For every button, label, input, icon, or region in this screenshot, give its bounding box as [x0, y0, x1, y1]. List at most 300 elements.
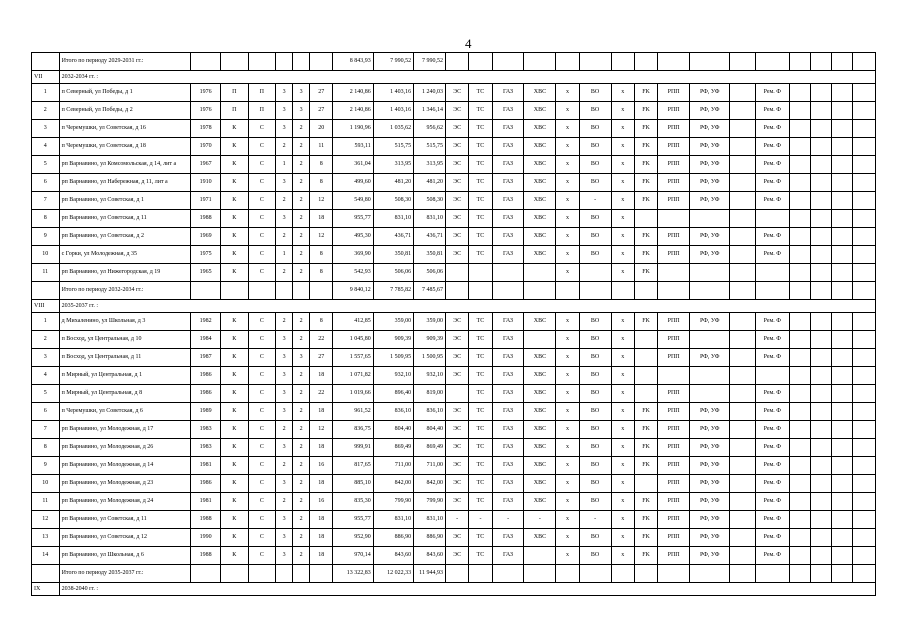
table-cell: ГАЗ — [492, 138, 524, 156]
table-cell: 3 — [276, 84, 293, 102]
table-cell — [611, 565, 634, 583]
table-cell — [755, 282, 789, 300]
table-row — [32, 264, 876, 282]
table-cell: 5 — [32, 385, 60, 403]
table-cell — [310, 565, 333, 583]
table-cell: ГАЗ — [492, 349, 524, 367]
table-cell: РФ, УФ — [690, 313, 730, 331]
table-cell: х — [611, 156, 634, 174]
table-cell — [853, 385, 876, 403]
table-cell: ГАЗ — [492, 192, 524, 210]
total-row — [32, 53, 876, 71]
table-cell — [276, 53, 293, 71]
table-cell: FK — [634, 529, 657, 547]
table-cell: РПП — [658, 493, 690, 511]
table-cell: ТС — [469, 84, 492, 102]
table-cell: FK — [634, 264, 657, 282]
table-cell — [811, 493, 832, 511]
table-cell: ТС — [469, 349, 492, 367]
table-cell: К — [220, 264, 248, 282]
table-cell — [730, 102, 755, 120]
table-cell: 896,40 — [373, 385, 413, 403]
table-cell — [811, 53, 832, 71]
table-cell: 1986 — [191, 385, 221, 403]
table-cell — [611, 282, 634, 300]
table-cell: ВО — [579, 403, 611, 421]
table-cell — [730, 246, 755, 264]
table-cell: ГАЗ — [492, 529, 524, 547]
table-cell: 2 — [276, 421, 293, 439]
table-cell: х — [556, 264, 579, 282]
table-cell: С — [248, 457, 276, 475]
table-cell: 3 — [276, 331, 293, 349]
table-cell: х — [611, 138, 634, 156]
table-cell: 11 — [32, 493, 60, 511]
table-cell — [811, 367, 832, 385]
table-cell: ГАЗ — [492, 385, 524, 403]
table-cell — [853, 120, 876, 138]
table-cell — [832, 228, 853, 246]
table-cell: С — [248, 367, 276, 385]
table-cell: Рем. Ф — [755, 156, 789, 174]
table-cell: ГАЗ — [492, 493, 524, 511]
table-row — [32, 475, 876, 493]
table-cell — [730, 457, 755, 475]
table-cell: ВО — [579, 349, 611, 367]
table-cell: 932,10 — [373, 367, 413, 385]
table-cell: FK — [634, 156, 657, 174]
table-cell: С — [248, 475, 276, 493]
table-cell: ЭС — [445, 529, 468, 547]
table-cell: С — [248, 529, 276, 547]
table-cell: 481,20 — [373, 174, 413, 192]
table-cell: ЭС — [445, 156, 468, 174]
table-cell — [634, 367, 657, 385]
table-cell: 817,65 — [333, 457, 373, 475]
table-cell: х — [611, 174, 634, 192]
table-cell — [832, 439, 853, 457]
table-cell: 3 — [276, 439, 293, 457]
table-cell: рп Варнавино, ул Молодежная, д 14 — [59, 457, 191, 475]
table-cell — [832, 120, 853, 138]
table-cell: ХВС — [524, 421, 556, 439]
table-cell: РФ, УФ — [690, 421, 730, 439]
table-cell: 1 035,62 — [373, 120, 413, 138]
table-cell: К — [220, 210, 248, 228]
table-cell: 369,90 — [333, 246, 373, 264]
table-cell: х — [611, 421, 634, 439]
table-cell: ТС — [469, 313, 492, 331]
table-cell: 831,10 — [414, 511, 446, 529]
table-cell: 804,40 — [373, 421, 413, 439]
table-cell: 2 — [293, 264, 310, 282]
table-cell — [811, 349, 832, 367]
table-cell — [789, 439, 810, 457]
table-cell: РПП — [658, 385, 690, 403]
table-cell: ЭС — [445, 421, 468, 439]
table-cell: ВО — [579, 547, 611, 565]
table-cell — [248, 565, 276, 583]
table-cell: х — [556, 385, 579, 403]
table-cell: 12 022,33 — [373, 565, 413, 583]
table-cell: ЭС — [445, 210, 468, 228]
table-cell: х — [556, 475, 579, 493]
table-cell — [832, 457, 853, 475]
table-cell: ТС — [469, 228, 492, 246]
table-cell: 1 190,96 — [333, 120, 373, 138]
table-cell — [634, 331, 657, 349]
table-cell: х — [611, 547, 634, 565]
table-cell — [789, 228, 810, 246]
table-cell — [191, 565, 221, 583]
table-cell: 506,06 — [414, 264, 446, 282]
table-cell: ЭС — [445, 228, 468, 246]
table-cell: РПП — [658, 174, 690, 192]
table-cell — [832, 53, 853, 71]
table-cell — [789, 529, 810, 547]
table-cell: 12 — [310, 421, 333, 439]
table-cell: С — [248, 264, 276, 282]
table-cell: 2 — [276, 228, 293, 246]
table-cell: FK — [634, 439, 657, 457]
table-cell: 835,30 — [333, 493, 373, 511]
table-cell: 955,77 — [333, 511, 373, 529]
table-cell — [789, 511, 810, 529]
table-cell: FK — [634, 313, 657, 331]
table-cell — [811, 282, 832, 300]
table-cell — [789, 403, 810, 421]
table-cell: 909,39 — [373, 331, 413, 349]
table-cell: ВО — [579, 228, 611, 246]
table-cell: 2 — [276, 313, 293, 331]
table-cell: Рем. Ф — [755, 511, 789, 529]
table-row — [32, 331, 876, 349]
table-cell — [811, 102, 832, 120]
table-cell: 1983 — [191, 439, 221, 457]
table-cell — [730, 367, 755, 385]
table-cell — [579, 264, 611, 282]
table-cell: п Мирный, ул Центральная, д 1 — [59, 367, 191, 385]
table-cell — [853, 439, 876, 457]
table-cell: ТС — [469, 475, 492, 493]
table-cell — [755, 367, 789, 385]
table-cell — [730, 282, 755, 300]
table-cell: п Северный, ул Победы, д 2 — [59, 102, 191, 120]
table-cell: ХВС — [524, 385, 556, 403]
table-cell: FK — [634, 120, 657, 138]
table-cell — [730, 174, 755, 192]
table-cell — [832, 529, 853, 547]
table-cell — [32, 565, 60, 583]
table-cell: х — [556, 457, 579, 475]
table-cell: ВО — [579, 457, 611, 475]
table-cell: 2 — [293, 228, 310, 246]
table-cell: ЭС — [445, 84, 468, 102]
table-cell: 13 — [32, 529, 60, 547]
table-cell: 9 840,12 — [333, 282, 373, 300]
table-cell: 27 — [310, 102, 333, 120]
table-cell: ГАЗ — [492, 120, 524, 138]
table-cell — [832, 367, 853, 385]
table-cell — [634, 53, 657, 71]
table-cell: 8 — [310, 246, 333, 264]
table-cell: ТС — [469, 156, 492, 174]
table-cell: 961,52 — [333, 403, 373, 421]
table-cell: х — [611, 120, 634, 138]
table-cell: FK — [634, 102, 657, 120]
table-cell — [811, 439, 832, 457]
table-cell: РПП — [658, 102, 690, 120]
table-cell: х — [556, 192, 579, 210]
table-cell: рп Варнавино, ул Молодежная, д 26 — [59, 439, 191, 457]
table-cell: К — [220, 457, 248, 475]
table-cell: Рем. Ф — [755, 547, 789, 565]
table-cell: ТС — [469, 192, 492, 210]
table-cell: 5 — [32, 156, 60, 174]
table-cell: 495,30 — [333, 228, 373, 246]
table-cell: 2 — [276, 493, 293, 511]
table-cell: FK — [634, 138, 657, 156]
table-cell — [853, 511, 876, 529]
table-cell — [634, 475, 657, 493]
table-cell: ЭС — [445, 313, 468, 331]
table-cell: 436,71 — [414, 228, 446, 246]
table-cell: п Восход, ул Центральная, д 10 — [59, 331, 191, 349]
table-cell — [524, 282, 556, 300]
table-cell: п Черемушки, ул Советская, д 18 — [59, 138, 191, 156]
table-cell: 9 — [32, 457, 60, 475]
table-cell: Рем. Ф — [755, 313, 789, 331]
table-cell: ХВС — [524, 120, 556, 138]
table-cell — [524, 547, 556, 565]
table-cell: 1981 — [191, 493, 221, 511]
table-cell — [634, 282, 657, 300]
table-cell — [832, 493, 853, 511]
table-cell: Рем. Ф — [755, 385, 789, 403]
table-cell: 1 509,95 — [373, 349, 413, 367]
table-cell: ТС — [469, 102, 492, 120]
table-cell: 16 — [310, 493, 333, 511]
table-cell: 2 — [293, 120, 310, 138]
table-cell: ГАЗ — [492, 439, 524, 457]
table-cell: РФ, УФ — [690, 475, 730, 493]
page-number: 4 — [465, 36, 472, 51]
table-cell — [579, 565, 611, 583]
table-cell: 831,10 — [414, 210, 446, 228]
table-cell — [789, 457, 810, 475]
table-cell: FK — [634, 228, 657, 246]
table-cell: ТС — [469, 439, 492, 457]
table-cell: ХВС — [524, 367, 556, 385]
table-cell: д Михаленино, ул Школьная, д 3 — [59, 313, 191, 331]
table-cell: Рем. Ф — [755, 102, 789, 120]
table-cell: 12 — [32, 511, 60, 529]
table-cell — [730, 349, 755, 367]
table-cell: 3 — [276, 547, 293, 565]
table-cell: П — [220, 102, 248, 120]
table-cell — [730, 210, 755, 228]
table-cell: Итого по периоду 2029-2031 гг.: — [59, 53, 191, 71]
table-row — [32, 192, 876, 210]
table-cell — [789, 493, 810, 511]
table-cell: 6 — [32, 174, 60, 192]
table-cell: 932,10 — [414, 367, 446, 385]
table-cell: 711,00 — [373, 457, 413, 475]
table-cell: 1981 — [191, 457, 221, 475]
table-cell: РФ, УФ — [690, 120, 730, 138]
table-cell: 508,30 — [373, 192, 413, 210]
table-cell: х — [611, 84, 634, 102]
table-cell: ТС — [469, 421, 492, 439]
table-cell: С — [248, 511, 276, 529]
table-cell: х — [556, 174, 579, 192]
table-cell: 1984 — [191, 331, 221, 349]
table-cell — [658, 367, 690, 385]
table-cell — [789, 102, 810, 120]
table-cell: рп Варнавино, ул Комсомольская, д 14, лит а — [59, 156, 191, 174]
table-cell: ГАЗ — [492, 403, 524, 421]
table-cell: 2 — [293, 493, 310, 511]
table-cell — [220, 53, 248, 71]
table-cell: х — [556, 120, 579, 138]
table-cell: Рем. Ф — [755, 331, 789, 349]
table-cell: 436,71 — [373, 228, 413, 246]
table-cell: 8 — [310, 264, 333, 282]
table-cell — [853, 102, 876, 120]
table-cell: ХВС — [524, 174, 556, 192]
table-cell: 3 — [276, 511, 293, 529]
table-cell: 2 — [293, 156, 310, 174]
table-cell: ГАЗ — [492, 84, 524, 102]
table-cell: 18 — [310, 403, 333, 421]
table-cell — [853, 228, 876, 246]
table-cell: РПП — [658, 228, 690, 246]
table-row — [32, 210, 876, 228]
table-cell: FK — [634, 84, 657, 102]
table-cell: х — [556, 313, 579, 331]
table-cell: 313,95 — [414, 156, 446, 174]
table-cell: 2 — [276, 457, 293, 475]
table-cell: ХВС — [524, 210, 556, 228]
table-cell: РФ, УФ — [690, 493, 730, 511]
table-cell: FK — [634, 511, 657, 529]
table-cell — [853, 349, 876, 367]
table-cell — [811, 246, 832, 264]
table-cell: К — [220, 174, 248, 192]
table-cell: ГАЗ — [492, 210, 524, 228]
table-cell: РФ, УФ — [690, 349, 730, 367]
table-cell: ВО — [579, 246, 611, 264]
table-cell: 2 140,86 — [333, 102, 373, 120]
table-cell — [832, 102, 853, 120]
table-cell — [789, 547, 810, 565]
table-cell: рп Варнавино, ул Советская, д 1 — [59, 192, 191, 210]
table-cell: С — [248, 138, 276, 156]
table-cell: х — [556, 439, 579, 457]
table-cell — [469, 53, 492, 71]
table-cell: 1976 — [191, 102, 221, 120]
table-cell: х — [556, 138, 579, 156]
table-cell: 1983 — [191, 421, 221, 439]
table-cell: ЭС — [445, 493, 468, 511]
table-cell: ХВС — [524, 439, 556, 457]
table-cell: х — [611, 439, 634, 457]
table-cell: 2 — [293, 421, 310, 439]
table-cell: ХВС — [524, 475, 556, 493]
table-cell: 18 — [310, 547, 333, 565]
table-cell — [853, 403, 876, 421]
table-cell: 1990 — [191, 529, 221, 547]
table-cell — [445, 264, 468, 282]
table-cell — [276, 282, 293, 300]
table-cell: 1 500,95 — [414, 349, 446, 367]
table-cell: 3 — [276, 403, 293, 421]
table-cell — [730, 475, 755, 493]
table-cell: 1986 — [191, 367, 221, 385]
table-cell: ЭС — [445, 367, 468, 385]
table-cell: FK — [634, 547, 657, 565]
table-cell: ТС — [469, 246, 492, 264]
table-cell: ТС — [469, 120, 492, 138]
table-cell: 3 — [276, 385, 293, 403]
table-cell: 6 — [32, 403, 60, 421]
table-cell: ХВС — [524, 84, 556, 102]
table-cell — [789, 53, 810, 71]
table-cell — [690, 385, 730, 403]
table-cell: РПП — [658, 547, 690, 565]
total-row — [32, 282, 876, 300]
table-cell: 18 — [310, 210, 333, 228]
table-cell: Рем. Ф — [755, 529, 789, 547]
table-cell: 481,20 — [414, 174, 446, 192]
table-cell — [811, 84, 832, 102]
table-cell — [853, 565, 876, 583]
table-cell — [853, 367, 876, 385]
table-cell — [248, 53, 276, 71]
table-cell: 2 — [293, 547, 310, 565]
table-cell: Рем. Ф — [755, 475, 789, 493]
table-cell: рп Варнавино, ул Советская, д 11 — [59, 210, 191, 228]
table-cell — [658, 565, 690, 583]
table-cell — [853, 421, 876, 439]
table-cell: п Северный, ул Победы, д 1 — [59, 84, 191, 102]
table-cell — [276, 565, 293, 583]
table-cell: 1987 — [191, 349, 221, 367]
table-cell: 18 — [310, 529, 333, 547]
table-cell: ТС — [469, 367, 492, 385]
table-cell: К — [220, 331, 248, 349]
table-cell — [832, 385, 853, 403]
table-cell — [853, 246, 876, 264]
table-cell: х — [556, 493, 579, 511]
table-cell: 3 — [276, 529, 293, 547]
table-cell: 359,00 — [373, 313, 413, 331]
table-cell: ГАЗ — [492, 102, 524, 120]
table-cell: К — [220, 349, 248, 367]
table-cell: п Восход, ул Центральная, д 11 — [59, 349, 191, 367]
table-cell: 549,80 — [333, 192, 373, 210]
table-cell — [658, 53, 690, 71]
table-cell: РПП — [658, 120, 690, 138]
table-cell: К — [220, 228, 248, 246]
table-cell: Рем. Ф — [755, 138, 789, 156]
table-cell: К — [220, 475, 248, 493]
table-cell: FK — [634, 174, 657, 192]
table-cell — [634, 349, 657, 367]
table-cell: 2 — [293, 138, 310, 156]
table-cell — [579, 282, 611, 300]
table-cell: 27 — [310, 349, 333, 367]
